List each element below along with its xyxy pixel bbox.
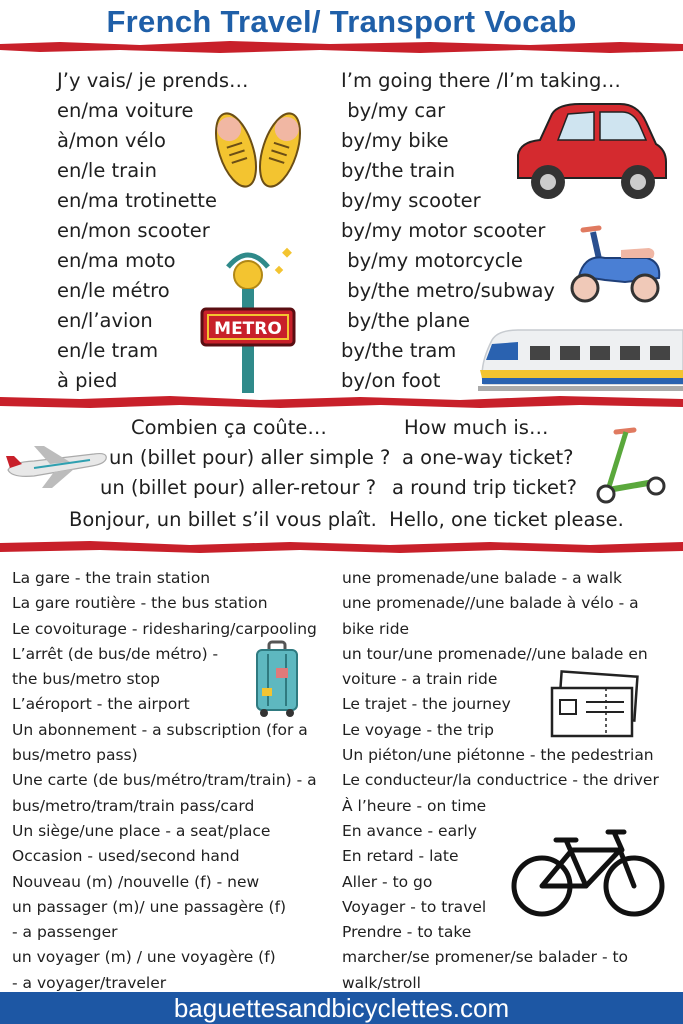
phrase-en: by/the train [341, 159, 456, 182]
vocab-entry: Occasion - used/second hand [12, 847, 240, 866]
phrase-en: by/the plane [341, 309, 470, 332]
phrase-fr: en/l’avion [57, 309, 153, 332]
phrase-fr: en/le train [57, 159, 157, 182]
vocab-entry: L’arrêt (de bus/de métro) - [12, 644, 219, 663]
train-icon [478, 328, 683, 392]
question-en: How much is… [404, 416, 549, 439]
vocab-entry: Un siège/une place - a seat/place [12, 821, 271, 840]
vocab-entry: voiture - a train ride [342, 670, 498, 689]
vocab-entry: une promenade/une balade - a walk [342, 569, 622, 587]
phrase-en: by/my motorcycle [341, 249, 523, 272]
phrase-en: by/on foot [341, 369, 441, 392]
vocab-entry: Le trajet - the journey [342, 695, 511, 714]
vocab-entry: un passager (m)/ une passagère (f) [12, 897, 287, 916]
vocab-entry: the bus/metro stop [12, 670, 160, 689]
vocab-entry: Le covoiturage - ridesharing/carpooling [12, 619, 317, 638]
vocab-entry: bus/metro pass) [12, 746, 138, 765]
question-fr: Combien ça coûte… [131, 416, 327, 439]
tickets-icon [550, 670, 640, 740]
vocab-entry: un voyager (m) / une voyagère (f) [12, 948, 276, 967]
phrase-fr: à pied [57, 369, 118, 392]
phrase-en: by/the tram [341, 339, 457, 362]
question-en: a one-way ticket? [402, 446, 574, 469]
phrase-fr: J’y vais/ je prends… [57, 69, 249, 92]
footer-website[interactable]: baguettesandbicyclettes.com [0, 992, 683, 1024]
vocab-entry: bike ride [342, 619, 410, 638]
phrase-en: by/my car [341, 99, 446, 122]
scooter-icon [565, 218, 665, 306]
vocab-entry: - a voyager/traveler [12, 973, 167, 992]
kick-scooter-icon [592, 426, 670, 508]
vocab-entry: En avance - early [342, 821, 477, 840]
question-fr: un (billet pour) aller-retour ? [100, 476, 377, 499]
vocab-entry: La gare - the train station [12, 569, 211, 587]
page-title: French Travel/ Transport Vocab [106, 4, 577, 39]
question-fr: un (billet pour) aller simple ? [109, 446, 391, 469]
phrase-fr: en/le tram [57, 339, 159, 362]
vocab-entry: walk/stroll [342, 973, 421, 992]
red-divider [0, 536, 683, 558]
phrase-fr: en/le métro [57, 279, 170, 302]
vocab-entry: À l’heure - on time [342, 796, 487, 815]
vocab-entry: Le conducteur/la conductrice - the driver [342, 771, 659, 790]
vocab-entry: Prendre - to take [342, 923, 472, 942]
vocab-entry: Un piéton/une piétonne - the pedestrian [342, 746, 654, 765]
vocab-entry: Le voyage - the trip [342, 720, 494, 739]
vocab-entry: La gare routière - the bus station [12, 594, 268, 613]
vocab-entry: Nouveau (m) /nouvelle (f) - new [12, 872, 260, 891]
phrase-fr: en/ma voiture [57, 99, 194, 122]
vocab-entry: Aller - to go [342, 872, 433, 891]
metro-sign-text: METRO [214, 319, 282, 339]
vocab-entry: L’aéroport - the airport [12, 695, 190, 714]
bicycle-icon [510, 826, 666, 920]
vocab-entry: Voyager - to travel [342, 897, 487, 916]
phrase-en: by/my bike [341, 129, 449, 152]
ticket-phrase: Bonjour, un billet s’il vous plaît. Hello, one ticket please. [69, 508, 624, 531]
vocab-entry: Une carte (de bus/métro/tram/train) - a [12, 771, 317, 790]
sneakers-icon [208, 100, 308, 198]
vocab-entry: une promenade//une balade à vélo - a [342, 594, 639, 613]
red-divider [0, 36, 683, 58]
vocab-entry: En retard - late [342, 847, 459, 866]
phrase-en: I’m going there /I’m taking… [341, 69, 621, 92]
phrase-fr: à/mon vélo [57, 129, 166, 152]
vocab-entry: un tour/une promenade//une balade en [342, 644, 648, 663]
phrase-fr: en/ma moto [57, 249, 176, 272]
phrase-en: by/the metro/subway [341, 279, 555, 302]
metro-sign-icon [200, 245, 305, 393]
vocab-entry: marcher/se promener/se balader - to [342, 948, 629, 967]
phrase-en: by/my scooter [341, 189, 481, 212]
question-en: a round trip ticket? [392, 476, 577, 499]
car-icon [510, 100, 670, 206]
phrase-fr: en/mon scooter [57, 219, 210, 242]
phrase-fr: en/ma trotinette [57, 189, 217, 212]
phrase-en: by/my motor scooter [341, 219, 546, 242]
airplane-icon [4, 444, 109, 490]
vocab-entry: bus/metro/tram/train pass/card [12, 796, 255, 815]
vocab-entry: - a passenger [12, 923, 118, 942]
suitcase-icon [254, 640, 300, 718]
vocab-entry: Un abonnement - a subscription (for a [12, 720, 308, 739]
